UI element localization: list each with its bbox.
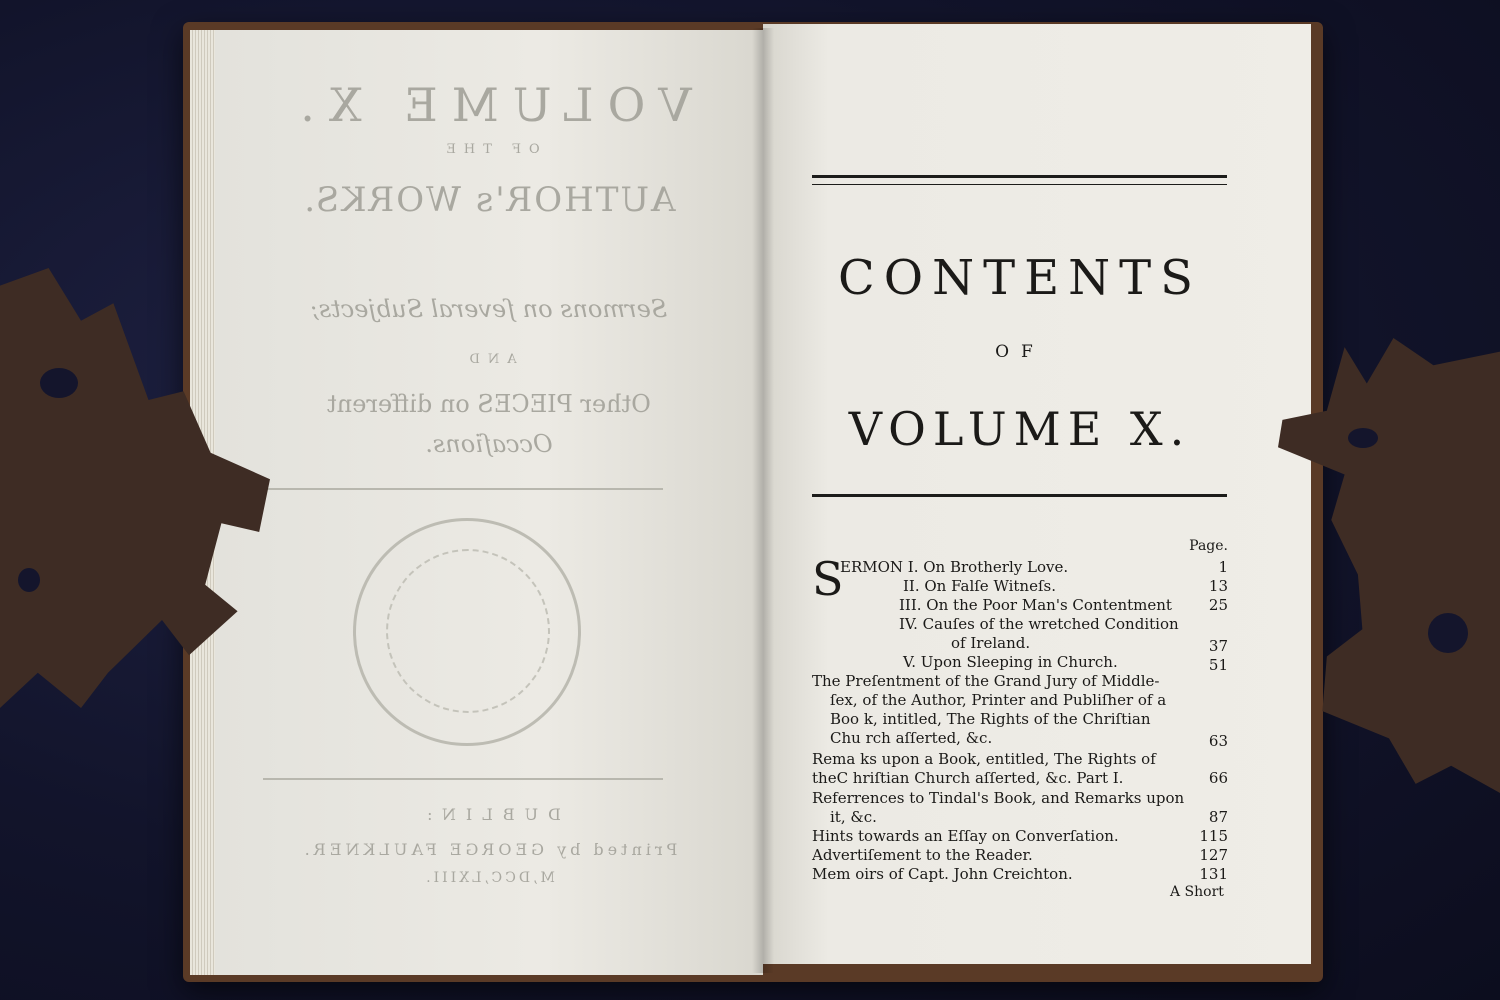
clip-hole (1348, 428, 1378, 448)
rule-top-1 (812, 175, 1227, 178)
toc-page: 1 (1218, 558, 1228, 576)
toc-page: 13 (1208, 577, 1228, 595)
toc-page: 63 (1208, 732, 1228, 750)
monogram-seal-icon (353, 518, 581, 746)
mirror-title: VOLUME X. (286, 78, 692, 132)
toc-page: 66 (1208, 769, 1228, 787)
toc-line: of Ireland. (951, 634, 1031, 652)
toc-page: 25 (1208, 596, 1228, 614)
toc-line: theC hriſtian Church aſſerted, &c. Part I. (812, 769, 1124, 787)
toc-page: 127 (1199, 846, 1228, 864)
mirror-and: AND (461, 352, 517, 367)
of-word: OF (995, 342, 1045, 362)
clip-hole (40, 368, 78, 398)
mirror-printer: Printed by GEORGE FAULKNER. (300, 840, 678, 859)
mirror-of-the: OF THE (438, 142, 540, 157)
toc-line: Mem oirs of Capt. John Creichton. (812, 865, 1073, 883)
toc-line: Referrences to Tindal's Book, and Remarks upon (812, 789, 1185, 807)
mirror-rule-top (263, 488, 663, 490)
toc-line: ſex, of the Author, Printer and Publiſher of a (830, 691, 1167, 709)
mirror-city: DUBLIN: (417, 805, 561, 824)
mirror-rule-bottom (263, 778, 663, 780)
toc-line: The Preſentment of the Grand Jury of Middle- (812, 672, 1160, 690)
mirror-occasions: Occaſions. (425, 430, 553, 458)
drop-cap: S (812, 552, 844, 606)
volume-heading: VOLUME X. (848, 402, 1192, 456)
toc-page: 115 (1199, 827, 1228, 845)
mirror-date: M,DCC,LXIII. (423, 870, 555, 886)
catchword: A Short (1170, 884, 1224, 900)
toc-line: Boo k, intitled, The Rights of the Chriſtian (830, 710, 1151, 728)
toc-page: 51 (1208, 656, 1228, 674)
contents-heading: CONTENTS (837, 250, 1203, 306)
toc-line: III. On the Poor Man's Contentment (899, 596, 1172, 614)
mirror-works: AUTHOR's WORKS. (302, 180, 676, 220)
toc-page: 131 (1199, 865, 1228, 883)
toc-line: Hints towards an Eſſay on Converſation. (812, 827, 1119, 845)
toc-page: 87 (1208, 808, 1228, 826)
toc-line: ERMON I. On Brotherly Love. (840, 558, 1069, 576)
left-page-show-through (215, 30, 763, 975)
toc-line: Chu rch aſſerted, &c. (830, 729, 993, 747)
rule-bottom (812, 494, 1227, 497)
clip-hole (1428, 613, 1468, 653)
mirror-sermons: Sermons on ſeveral Subjects; (310, 295, 668, 323)
toc-line: it, &c. (830, 808, 877, 826)
toc-page: 37 (1208, 637, 1228, 655)
clip-hole (18, 568, 40, 592)
rule-top-2 (812, 184, 1227, 185)
toc-line: Advertiſement to the Reader. (812, 846, 1033, 864)
toc-line: IV. Cauſes of the wretched Condition (899, 615, 1179, 633)
mirror-other: Other PIECES on different (327, 390, 651, 418)
toc-line: II. On Falſe Witneſs. (903, 577, 1056, 595)
toc-line: Rema ks upon a Book, entitled, The Rights of (812, 750, 1156, 768)
toc-line: V. Upon Sleeping in Church. (903, 653, 1118, 671)
page-column-label: Page. (1189, 538, 1228, 554)
